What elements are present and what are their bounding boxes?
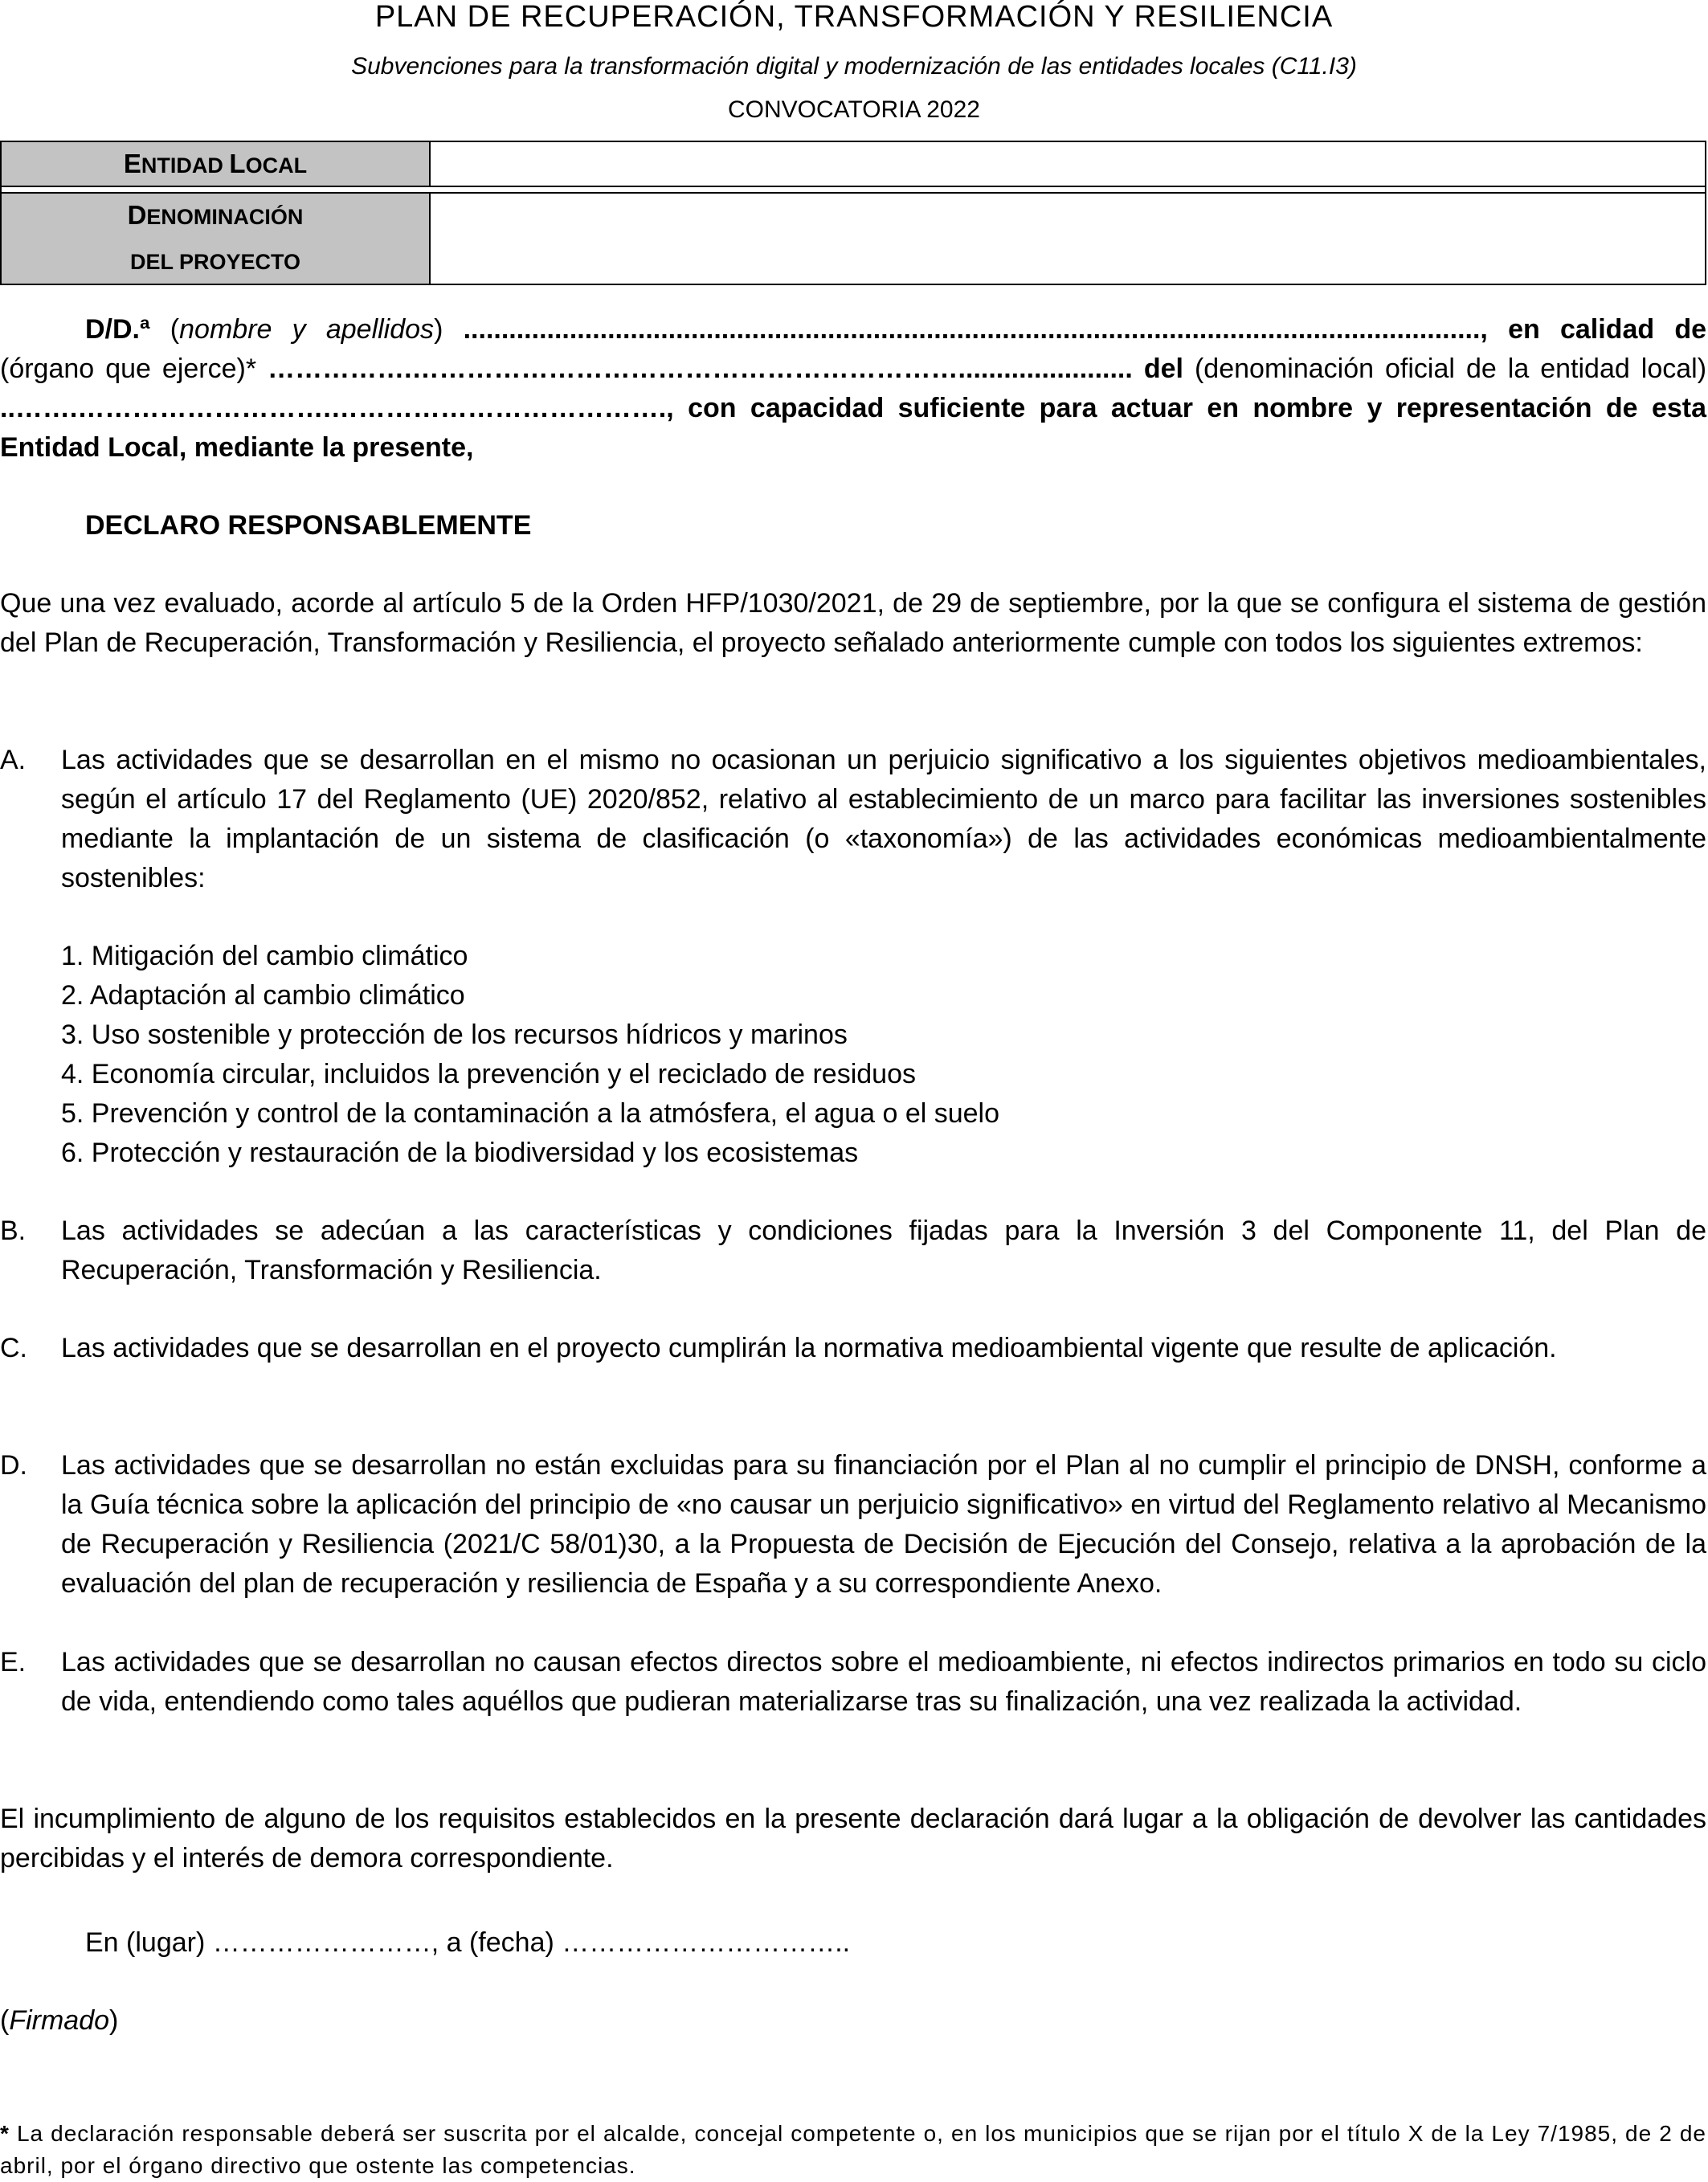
document-title: PLAN DE RECUPERACIÓN, TRANSFORMACIÓN Y RESILIENCIA <box>374 0 1334 34</box>
objective-item: 2. Adaptación al cambio climático <box>61 980 465 1011</box>
project-value-cell[interactable] <box>430 193 1706 284</box>
objective-item: 4. Economía circular, incluidos la prevención y el reciclado de residuos <box>61 1059 916 1089</box>
document-subtitle: Subvenciones para la transformación digital y modernización de las entidades locales (C11.I3) <box>351 53 1357 80</box>
list-item-d: D. Las actividades que se desarrollan no están excluidas para su financiación por el Plan al no cumplir el principio de DNSH, conforme a la Guía técnica sobre la aplicación del principio de «no causar un perjuicio significativo» en virtud del Reglamento relativo al Mecanismo de Recuperación y Resiliencia (2021/C 58/01)30, a la Propuesta de Decisión de Ejecución del Consejo, relativa a la aprobación de la evaluación del plan de recuperación y resiliencia de España y a su correspondiente Anexo. <box>0 1450 1706 1599</box>
project-label: DENOMINACIÓN DEL PROYECTO <box>1 193 430 284</box>
declarant-paragraph: D/D.ª (nombre y apellidos) ......................................................................................................................................, en calidad de (órgano que ejerce)* …………….……………………………………………………....................... del (denominación oficial de la entidad local) ..…….……………………….………………………………., con capacidad suficiente para actuar en nombre y representación de esta Entidad Local, mediante la presente, <box>0 314 1707 463</box>
objective-item: 6. Protección y restauración de la biodiversidad y los ecosistemas <box>61 1138 859 1168</box>
objective-item: 3. Uso sostenible y protección de los recursos hídricos y marinos <box>61 1019 848 1050</box>
entity-project-table <box>0 141 1706 285</box>
list-item-e: E. Las actividades que se desarrollan no causan efectos directos sobre el medioambiente, ni efectos indirectos primarios en todo su ciclo de vida, entendiendo como tales aquéllos que pudieran materializarse tras su finalización, una vez realizada la actividad. <box>0 1647 1706 1717</box>
list-item-a: A. Las actividades que se desarrollan en el mismo no ocasionan un perjuicio significativo a los siguientes objetivos medioambientales, según el artículo 17 del Reglamento (UE) 2020/852, relativo al establecimiento de un marco para facilitar las inversiones sostenibles mediante la implantación de un sistema de clasificación (o «taxonomía») de las actividades económicas medioambientalmente sostenibles: <box>0 745 1706 893</box>
closing-paragraph: El incumplimiento de alguno de los requisitos establecidos en la presente declaración dará lugar a la obligación de devolver las cantidades percibidas y el interés de demora correspondiente. <box>0 1804 1706 1873</box>
declaration-heading: DECLARO RESPONSABLEMENTE <box>85 510 532 541</box>
entity-label: ENTIDAD LOCAL <box>1 141 430 186</box>
call-year: CONVOCATORIA 2022 <box>727 96 980 123</box>
list-item-c: C. Las actividades que se desarrollan en el proyecto cumplirán la normativa medioambiental vigente que resulte de aplicación. <box>0 1333 1557 1363</box>
objective-item: 5. Prevención y control de la contaminación a la atmósfera, el agua o el suelo <box>61 1098 1000 1129</box>
list-item-b: B. Las actividades se adecúan a las características y condiciones fijadas para la Inversión 3 del Componente 11, del Plan de Recuperación, Transformación y Resiliencia. <box>0 1216 1706 1285</box>
signature-line: (Firmado) <box>0 2005 119 2036</box>
entity-value-cell[interactable] <box>430 141 1706 186</box>
preamble-paragraph: Que una vez evaluado, acorde al artículo 5 de la Orden HFP/1030/2021, de 29 de septiembre, por la que se configura el sistema de gestión del Plan de Recuperación, Transformación y Resiliencia, el proyecto señalado anteriormente cumple con todos los siguientes extremos: <box>0 588 1706 658</box>
footnote: * La declaración responsable deberá ser suscrita por el alcalde, concejal competente o, en los municipios que se rijan por el título X de la Ley 7/1985, de 2 de abril, por el órgano directivo que ostente las competencias. <box>0 2121 1706 2178</box>
objective-item: 1. Mitigación del cambio climático <box>61 941 468 971</box>
place-date-line: En (lugar) ……………………, a (fecha) ………………………….. <box>85 1927 851 1958</box>
